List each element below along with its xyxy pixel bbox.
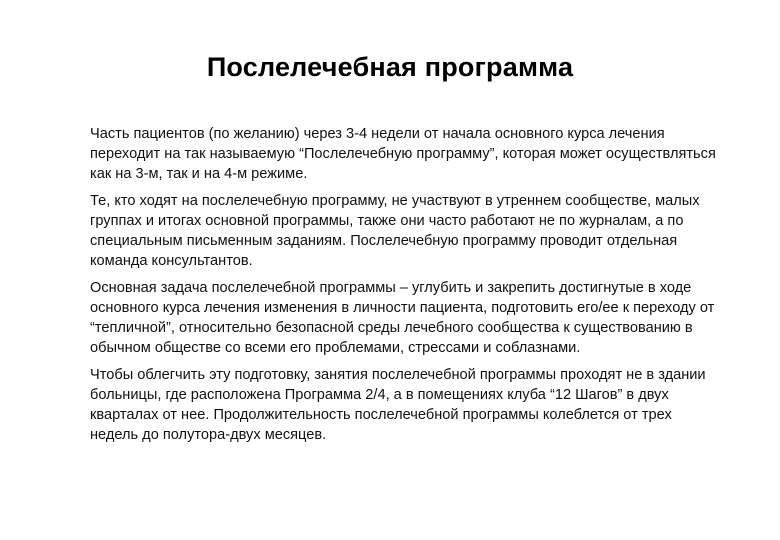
paragraph-4: Чтобы облегчить эту подготовку, занятия послелечебной программы проходят не в здании больницы, где расположена Программа 2/4, а в помещениях клуба “12 Шагов” в двух кварталах от нее. Продолжительность послелечебной программы колеблется от трех недель до полутора-двух месяцев.	[90, 367, 706, 443]
slide-title: Послелечебная программа	[206, 52, 574, 82]
paragraph-1: Часть пациентов (по желанию) через 3-4 недели от начала основного курса лечения переходит на так называемую “Послелечебную программу”, которая может осуществляться как на 3-м, так и на 4-м режиме.	[90, 126, 716, 182]
slide-body	[90, 124, 720, 452]
paragraph-2: Те, кто ходят на послелечебную программу, не участвуют в утреннем сообществе, малых группах и итогах основной программы, также они часто работают не по журналам, а по специальным письменным заданиям. Послелечебную программу проводит отдельная команда консультантов.	[90, 193, 700, 269]
paragraph-3: Основная задача послелечебной программы – углубить и закрепить достигнутые в ходе основного курса лечения изменения в личности пациента, подготовить его/ее к переходу от “тепличной”, относительно безопасной среды лечебного сообщества к существованию в обычном обществе со всеми его проблемами, стрессами и соблазнами.	[90, 280, 715, 356]
